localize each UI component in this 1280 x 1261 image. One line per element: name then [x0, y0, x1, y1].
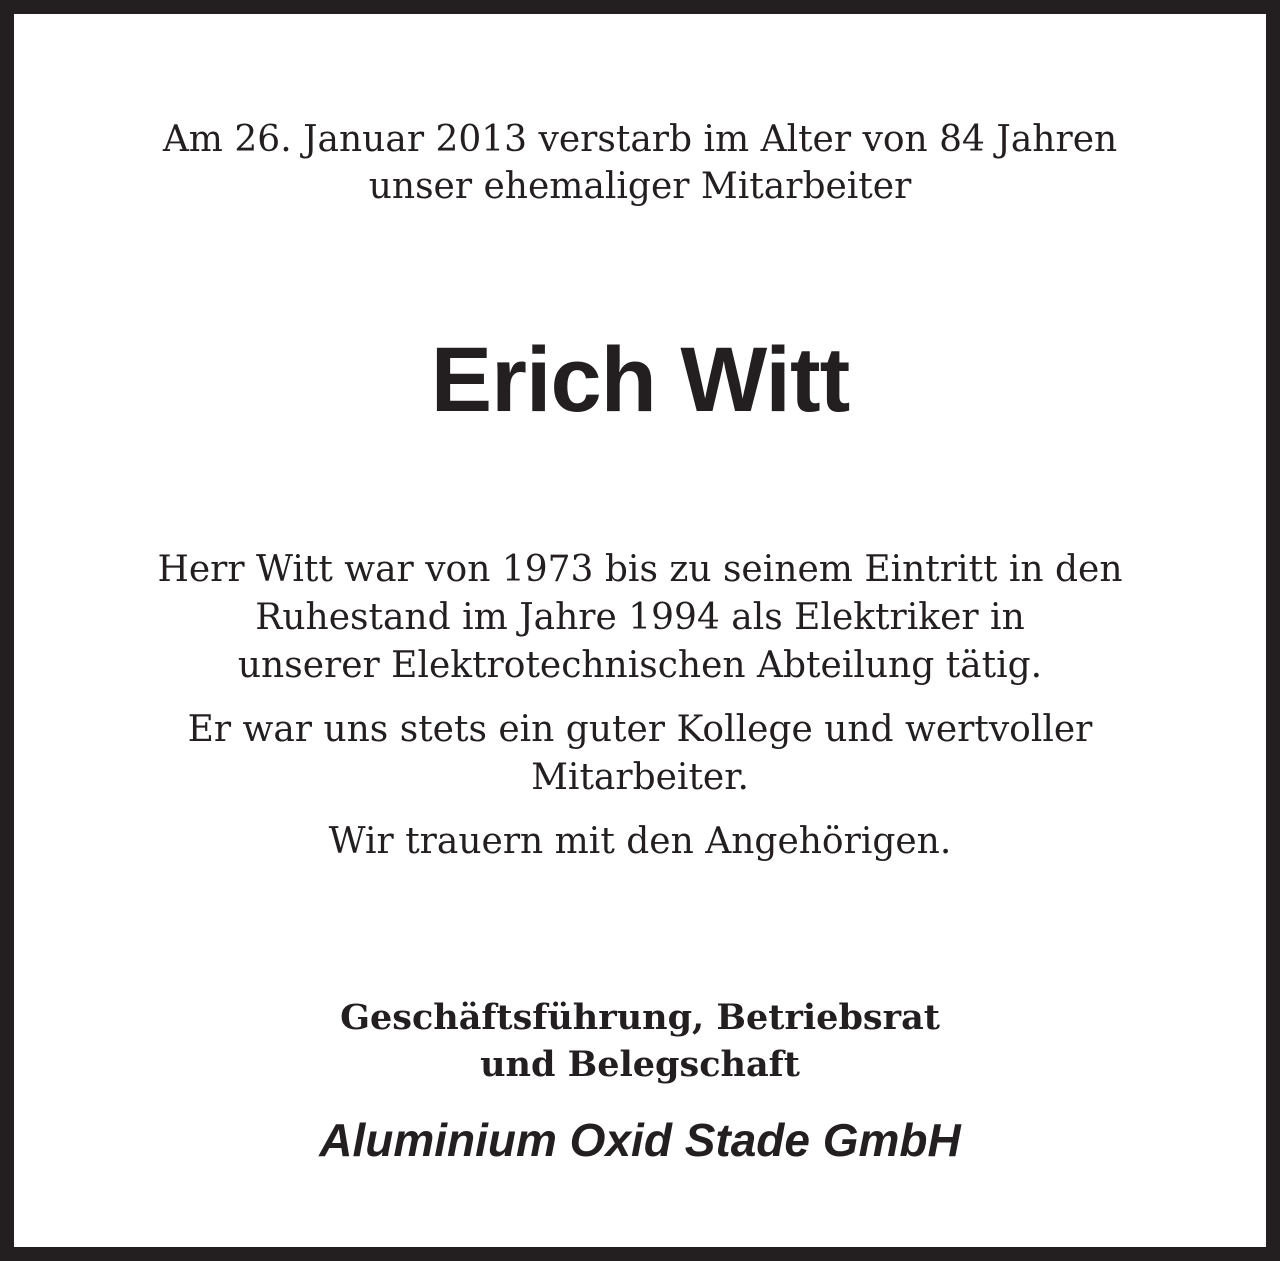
body-paragraph-tribute — [14, 706, 1266, 802]
body-paragraph-career — [14, 546, 1266, 690]
intro-line: Am 26. Januar 2013 verstarb im Alter von 84 Jahren — [162, 119, 1118, 160]
company-name: Aluminium Oxid Stade GmbH — [319, 1114, 961, 1166]
body-paragraph-condolence — [14, 818, 1266, 866]
body-line: Ruhestand im Jahre 1994 als Elektriker in — [255, 597, 1025, 638]
body-line: Herr Witt war von 1973 bis zu seinem Eintritt in den — [157, 549, 1123, 590]
intro-text — [14, 116, 1266, 210]
body-line: Wir trauern mit den Angehörigen. — [328, 821, 952, 862]
signoff-line: Geschäftsführung, Betriebsrat — [340, 997, 940, 1038]
intro-line: unser ehemaliger Mitarbeiter — [368, 166, 912, 207]
body-text — [14, 546, 1266, 882]
body-line: Mitarbeiter. — [531, 757, 749, 798]
body-line: Er war uns stets ein guter Kollege und wertvoller — [187, 709, 1093, 750]
signoff — [14, 994, 1266, 1088]
deceased-name: Erich Witt — [430, 329, 850, 431]
signoff-line: und Belegschaft — [480, 1044, 800, 1085]
body-line: unserer Elektrotechnischen Abteilung tätig. — [237, 645, 1043, 686]
